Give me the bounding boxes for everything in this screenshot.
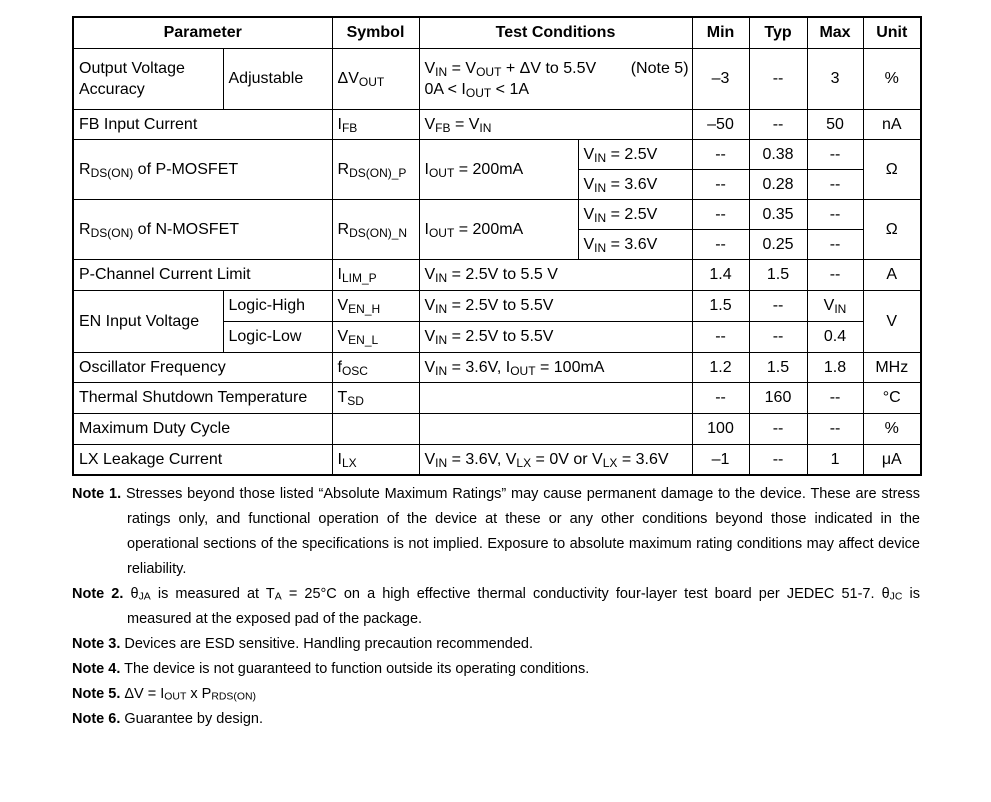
subscript: IN — [594, 180, 607, 195]
subscript: OSC — [341, 363, 368, 378]
note-label: Note 3. — [72, 636, 121, 652]
subscript: IN — [594, 150, 607, 165]
oscillator-frequency-max-cell: 1.8 — [807, 352, 863, 382]
fb-input-current-typ-cell: -- — [749, 109, 807, 139]
rdson-p-parameter-cell: RDS(ON) of P-MOSFET — [73, 139, 332, 199]
en-logic-low-max-cell: 0.4 — [807, 321, 863, 352]
conditions-line-1 — [425, 58, 689, 79]
max-duty-cycle-conditions-cell — [419, 413, 692, 444]
en-input-voltage-parameter-cell: EN Input Voltage — [73, 290, 223, 352]
note-5 — [72, 682, 920, 707]
table-row — [73, 199, 921, 229]
table-row — [73, 413, 921, 444]
output-voltage-unit-cell: % — [863, 48, 921, 109]
subscript: IN — [594, 240, 607, 255]
subscript: FB — [435, 120, 451, 135]
rdson-p-vin-2v5-min-cell: -- — [692, 139, 749, 169]
rdson-n-vin-2v5-typ-cell: 0.35 — [749, 199, 807, 229]
thermal-shutdown-conditions-cell — [419, 382, 692, 413]
oscillator-frequency-conditions-cell: VIN = 3.6V, IOUT = 100mA — [419, 352, 692, 382]
max-duty-cycle-symbol-cell — [332, 413, 419, 444]
table-row — [73, 48, 921, 109]
subscript: IN — [435, 333, 448, 347]
lx-leakage-parameter-cell: LX Leakage Current — [73, 444, 332, 475]
table-row — [73, 259, 921, 290]
en-logic-low-cell: Logic-Low — [223, 321, 332, 352]
rdson-p-vin-3v6-min-cell: -- — [692, 169, 749, 199]
note-text: ΔV = IOUT x PRDS(ON) — [124, 686, 256, 703]
header-test-conditions: Test Conditions — [419, 17, 692, 48]
rdson-p-symbol-cell: RDS(ON)_P — [332, 139, 419, 199]
rdson-n-vin-3v6-min-cell: -- — [692, 229, 749, 259]
electrical-characteristics-table — [72, 16, 922, 476]
rdson-p-vin-3v6-max-cell: -- — [807, 169, 863, 199]
rdson-n-conditions-cell: IOUT = 200mA — [419, 199, 578, 259]
en-input-voltage-unit-cell: V — [863, 290, 921, 352]
subscript: IN — [435, 64, 448, 79]
subscript: LX — [602, 455, 618, 470]
table-row — [73, 139, 921, 169]
rdson-n-vin-3v6-typ-cell: 0.25 — [749, 229, 807, 259]
rdson-p-vin-2v5-cell: VIN = 2.5V — [578, 139, 692, 169]
subscript: IN — [435, 363, 448, 378]
en-logic-low-symbol-cell: VEN_L — [332, 321, 419, 352]
subscript: OUT — [428, 225, 455, 240]
p-channel-current-limit-typ-cell: 1.5 — [749, 259, 807, 290]
note-text: θJA is measured at TA = 25°C on a high effective thermal conductivity four-layer test board per JEDEC 51-7. θJC is measured at the exposed pad of the package. — [127, 586, 920, 627]
table-header-row — [73, 17, 921, 48]
thermal-shutdown-symbol-cell: TSD — [332, 382, 419, 413]
max-duty-cycle-typ-cell: -- — [749, 413, 807, 444]
table-row — [73, 352, 921, 382]
p-channel-current-limit-parameter-cell: P-Channel Current Limit — [73, 259, 332, 290]
p-channel-current-limit-min-cell: 1.4 — [692, 259, 749, 290]
max-duty-cycle-min-cell: 100 — [692, 413, 749, 444]
en-logic-low-conditions-cell: VIN = 2.5V to 5.5V — [419, 321, 692, 352]
subscript: OUT — [510, 363, 536, 378]
lx-leakage-unit-cell: μA — [863, 444, 921, 475]
subscript: DS(ON) — [90, 225, 134, 240]
en-logic-low-typ-cell: -- — [749, 321, 807, 352]
subscript: IN — [834, 302, 847, 316]
rdson-n-vin-2v5-cell: VIN = 2.5V — [578, 199, 692, 229]
rdson-n-parameter-cell: RDS(ON) of N-MOSFET — [73, 199, 332, 259]
fb-input-current-symbol-cell: IFB — [332, 109, 419, 139]
subscript: SD — [347, 394, 364, 408]
lx-leakage-symbol-cell: ILX — [332, 444, 419, 475]
fb-input-current-min-cell: –50 — [692, 109, 749, 139]
subscript: IN — [435, 455, 448, 470]
rdson-p-unit-cell: Ω — [863, 139, 921, 199]
note-text: Stresses beyond those listed “Absolute Maximum Ratings” may cause permanent damage to the device. These are stress ratings only, and functional operation of the device at these or any other conditions beyond those indicated in the operational sections of the specifications is not implied. Exposure to absolute maximum rating conditions may affect device reliability. — [125, 486, 921, 577]
en-logic-low-min-cell: -- — [692, 321, 749, 352]
header-min: Min — [692, 17, 749, 48]
thermal-shutdown-unit-cell: °C — [863, 382, 921, 413]
en-logic-high-conditions-cell: VIN = 2.5V to 5.5V — [419, 290, 692, 321]
output-voltage-symbol-cell: ΔVOUT — [332, 48, 419, 109]
table-row — [73, 444, 921, 475]
max-duty-cycle-max-cell: -- — [807, 413, 863, 444]
thermal-shutdown-typ-cell: 160 — [749, 382, 807, 413]
conditions-expression: VIN = VOUT + ΔV to 5.5V — [424, 59, 597, 79]
lx-leakage-max-cell: 1 — [807, 444, 863, 475]
subscript: IN — [435, 271, 448, 285]
p-channel-current-limit-unit-cell: A — [863, 259, 921, 290]
note-3 — [72, 632, 920, 657]
note-label: Note 5. — [72, 686, 121, 702]
lx-leakage-conditions-cell: VIN = 3.6V, VLX = 0V or VLX = 3.6V — [419, 444, 692, 475]
output-voltage-max-cell: 3 — [807, 48, 863, 109]
subscript: FB — [341, 120, 358, 135]
rdson-n-unit-cell: Ω — [863, 199, 921, 259]
subscript: JA — [138, 591, 151, 603]
rdson-p-conditions-cell: IOUT = 200mA — [419, 139, 578, 199]
oscillator-frequency-min-cell: 1.2 — [692, 352, 749, 382]
output-voltage-parameter-cell: Output Voltage Accuracy — [73, 48, 223, 109]
subscript: OUT — [358, 75, 385, 89]
rdson-n-symbol-cell: RDS(ON)_N — [332, 199, 419, 259]
en-logic-high-symbol-cell: VEN_H — [332, 290, 419, 321]
table-row — [73, 109, 921, 139]
note-label: Note 6. — [72, 711, 121, 727]
subscript: OUT — [476, 64, 502, 79]
en-logic-high-max-cell: VIN — [807, 290, 863, 321]
rdson-p-vin-3v6-cell: VIN = 3.6V — [578, 169, 692, 199]
max-duty-cycle-parameter-cell: Maximum Duty Cycle — [73, 413, 332, 444]
table-row — [73, 382, 921, 413]
rdson-p-vin-2v5-max-cell: -- — [807, 139, 863, 169]
table-row — [73, 290, 921, 321]
fb-input-current-max-cell: 50 — [807, 109, 863, 139]
subscript: IN — [435, 302, 448, 316]
p-channel-current-limit-max-cell: -- — [807, 259, 863, 290]
notes-section — [72, 482, 920, 732]
lx-leakage-typ-cell: -- — [749, 444, 807, 475]
subscript: IN — [479, 120, 492, 135]
header-typ: Typ — [749, 17, 807, 48]
note-text: Guarantee by design. — [124, 711, 264, 727]
max-duty-cycle-unit-cell: % — [863, 413, 921, 444]
note-reference: (Note 5) — [630, 59, 689, 77]
thermal-shutdown-max-cell: -- — [807, 382, 863, 413]
fb-input-current-unit-cell: nA — [863, 109, 921, 139]
output-voltage-min-cell: –3 — [692, 48, 749, 109]
en-logic-high-typ-cell: -- — [749, 290, 807, 321]
subscript: DS(ON)_P — [349, 165, 407, 180]
note-4 — [72, 657, 920, 682]
lx-leakage-min-cell: –1 — [692, 444, 749, 475]
oscillator-frequency-parameter-cell: Oscillator Frequency — [73, 352, 332, 382]
fb-input-current-parameter-cell: FB Input Current — [73, 109, 332, 139]
subscript: DS(ON) — [90, 165, 134, 180]
subscript: EN_H — [348, 302, 381, 316]
subscript: JC — [889, 591, 903, 603]
subscript: OUT — [164, 691, 187, 703]
en-logic-high-cell: Logic-High — [223, 290, 332, 321]
p-channel-current-limit-conditions-cell: VIN = 2.5V to 5.5 V — [419, 259, 692, 290]
output-voltage-condition-type-cell: Adjustable — [223, 48, 332, 109]
en-logic-high-min-cell: 1.5 — [692, 290, 749, 321]
subscript: OUT — [428, 165, 455, 180]
rdson-n-vin-2v5-max-cell: -- — [807, 199, 863, 229]
fb-input-current-conditions-cell: VFB = VIN — [419, 109, 692, 139]
thermal-shutdown-parameter-cell: Thermal Shutdown Temperature — [73, 382, 332, 413]
header-symbol: Symbol — [332, 17, 419, 48]
subscript: A — [274, 591, 282, 603]
rdson-p-vin-2v5-typ-cell: 0.38 — [749, 139, 807, 169]
subscript: LIM_P — [341, 271, 377, 285]
note-2 — [72, 582, 920, 632]
conditions-line-2: 0A < IOUT < 1A — [424, 80, 530, 100]
output-voltage-typ-cell: -- — [749, 48, 807, 109]
subscript: EN_L — [348, 333, 379, 347]
oscillator-frequency-typ-cell: 1.5 — [749, 352, 807, 382]
rdson-n-vin-3v6-cell: VIN = 3.6V — [578, 229, 692, 259]
header-unit: Unit — [863, 17, 921, 48]
subscript: LX — [516, 455, 532, 470]
rdson-p-vin-3v6-typ-cell: 0.28 — [749, 169, 807, 199]
p-channel-current-limit-symbol-cell: ILIM_P — [332, 259, 419, 290]
note-text: Devices are ESD sensitive. Handling precaution recommended. — [124, 636, 533, 652]
subscript: IN — [594, 210, 607, 225]
note-label: Note 2. — [72, 586, 124, 602]
note-6 — [72, 707, 920, 732]
subscript: OUT — [465, 85, 492, 100]
note-label: Note 1. — [72, 486, 122, 502]
header-parameter: Parameter — [73, 17, 332, 48]
note-text: The device is not guaranteed to function outside its operating conditions. — [124, 661, 590, 677]
oscillator-frequency-symbol-cell: fOSC — [332, 352, 419, 382]
subscript: RDS(ON) — [211, 691, 256, 703]
oscillator-frequency-unit-cell: MHz — [863, 352, 921, 382]
rdson-n-vin-2v5-min-cell: -- — [692, 199, 749, 229]
thermal-shutdown-min-cell: -- — [692, 382, 749, 413]
subscript: LX — [341, 455, 357, 470]
note-label: Note 4. — [72, 661, 121, 677]
subscript: DS(ON)_N — [349, 225, 408, 240]
header-max: Max — [807, 17, 863, 48]
note-1 — [72, 482, 920, 582]
output-voltage-conditions-cell — [419, 48, 692, 109]
rdson-n-vin-3v6-max-cell: -- — [807, 229, 863, 259]
